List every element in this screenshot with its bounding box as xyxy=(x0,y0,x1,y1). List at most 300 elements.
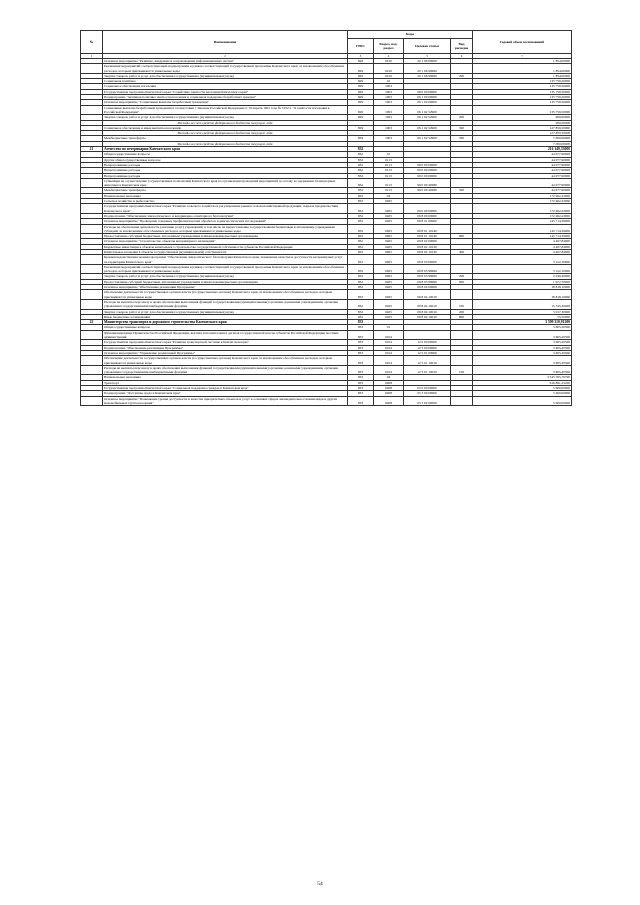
cell-name: Государственная программа Камчатского края "Развитие сельского хозяйства и регулирование рынков сельскохозяйственной продукции, сырья и продовольствия Камчатского края" xyxy=(103,204,348,214)
cell-razdel: 01 xyxy=(374,152,404,157)
cell-expense-type: 100 xyxy=(451,365,473,375)
cell-target-article: 20 1 06 99990 xyxy=(404,64,451,74)
cell-name: Подпрограмма "Обеспечение эпизоотического и ветеринарно-санитарного благополучия" xyxy=(103,213,348,218)
cell-expense-type: 200 xyxy=(451,73,473,78)
cell-name: Реализация мероприятий соответствующей подпрограммы в рамках соответствующей государственной программы Камчатского края, за исключением обособленных расходов, которым присваиваются уникальные коды xyxy=(103,64,348,74)
cell-grbs: 829 xyxy=(348,59,374,64)
page-number: 54 xyxy=(317,881,323,887)
cell-name: Социальные выплаты безработным гражданам в соответствии с Законом Российской Федерации от 19 апреля 1991 года № 1032-1 "О занятости населения в Российской Федерации" xyxy=(103,105,348,115)
cell-razdel: 1003 xyxy=(374,95,404,100)
cell-sum: 3 605,20500 xyxy=(473,325,572,330)
cell-target-article: 09 8 04 00000 xyxy=(404,285,451,290)
cell-sum: 3 605,20500 xyxy=(473,330,572,340)
cell-expense-type: 800 xyxy=(451,314,473,319)
cell-expense-type: 200 xyxy=(451,115,473,120)
table-row xyxy=(81,396,572,406)
col-num: 4 xyxy=(374,54,404,59)
cell-grbs: 832 xyxy=(348,157,374,162)
cell-name: Обеспечение деятельности государственных органов власти (государственных органов) Камчатского края, за исключением обособленных расходов, которым присваиваются уникальные коды xyxy=(103,356,348,366)
cell-sum: 4 407,84000 xyxy=(473,249,572,254)
cell-grbs: 832 xyxy=(348,219,374,224)
cell-grbs: 829 xyxy=(348,79,374,84)
table-header xyxy=(81,31,572,59)
cell-name: Капитальные вложения в объекты государственной (муниципальной) собственности xyxy=(103,249,348,254)
cell-grbs: 832 xyxy=(348,285,374,290)
cell-razdel: 01 xyxy=(374,325,404,330)
cell-name: Расходы за счет средств федерального бюджета текущего года xyxy=(103,131,348,136)
cell-razdel: 0405 xyxy=(374,249,404,254)
cell-sum: 3 605,20500 xyxy=(473,356,572,366)
cell-grbs: 833 xyxy=(348,340,374,345)
cell-sum: 1 854,00000 xyxy=(473,64,572,74)
cell-sum: 44 077,90000 xyxy=(473,173,572,178)
cell-name: Закупка товаров, работ и услуг для обеспечения государственных (муниципальных) нужд xyxy=(103,309,348,314)
cell-no xyxy=(81,264,103,274)
cell-sum: 172 062,43000 xyxy=(473,204,572,214)
cell-name: Основное мероприятие "Повышение уровня доступности и качества приоритетных объектов и услуг в основных сферах жизнедеятельности инвалидов и других маломобильных групп населения" xyxy=(103,396,348,406)
cell-name: Основное мероприятие "Развитие, внедрение и сопровождение информационных систем" xyxy=(103,59,348,64)
cell-target-article: 09 8 02 00000 xyxy=(404,239,451,244)
cell-grbs: 829 xyxy=(348,115,374,120)
cell-name: Расходы на выплаты персоналу в целях обеспечения выполнения функций государственными (муниципальными) органами, казенными учреждениями, органами управления государственными внебюджетными фондами xyxy=(103,299,348,309)
cell-grbs: 832 xyxy=(348,213,374,218)
cell-target-article: 09 8 03 00000 xyxy=(404,255,451,265)
header-sum: Годовой объем ассигнований xyxy=(473,31,572,54)
cell-grbs: 832 xyxy=(348,244,374,249)
table-row xyxy=(81,204,572,214)
table-row xyxy=(81,224,572,234)
cell-razdel: 0408 xyxy=(374,380,404,385)
cell-expense-type: 600 xyxy=(451,234,473,239)
cell-sum: 1 072,70000 xyxy=(473,279,572,284)
table-row xyxy=(81,330,572,340)
cell-grbs: 833 xyxy=(348,396,374,406)
col-num: 7 xyxy=(473,54,572,59)
cell-sum: 4 407,84000 xyxy=(473,244,572,249)
cell-name: Расходы за счет средств федерального бюджета текущего года xyxy=(103,120,348,125)
cell-grbs: 829 xyxy=(348,73,374,78)
cell-expense-type xyxy=(451,356,473,366)
cell-sum: 5 600,00000 xyxy=(473,396,572,406)
cell-sum: 172 062,43000 xyxy=(473,193,572,198)
table-row xyxy=(81,356,572,366)
cell-razdel: 0405 xyxy=(374,204,404,214)
cell-sum: 4 407,84000 xyxy=(473,239,572,244)
cell-grbs: 832 xyxy=(348,178,374,188)
cell-name: Подпрограмма "Обеспечение реализации Программы" xyxy=(103,345,348,350)
cell-target-article: 20 1 06 99990 xyxy=(404,73,451,78)
header-grbs: ГРБС xyxy=(348,39,374,54)
cell-target-article: 09 8 03 99990 xyxy=(404,264,451,274)
table-row xyxy=(81,255,572,265)
cell-name: Основное мероприятие "Строительство объектов ветеринарного назначения" xyxy=(103,239,348,244)
cell-razdel: 0104 xyxy=(374,330,404,340)
cell-target-article: 09 8 02 10130 xyxy=(404,249,451,254)
cell-grbs: 829 xyxy=(348,125,374,130)
cell-razdel: 0405 xyxy=(374,299,404,309)
cell-target-article: 99 0 00 40280 xyxy=(404,178,451,188)
cell-razdel: 0405 xyxy=(374,290,404,300)
cell-target-article: 12 5 01 10010 xyxy=(404,365,451,375)
cell-razdel: 1003 xyxy=(374,84,404,89)
cell-razdel: 0408 xyxy=(374,386,404,391)
cell-expense-type: 200 xyxy=(451,274,473,279)
cell-expense-type: 400 xyxy=(451,249,473,254)
cell-no xyxy=(81,330,103,340)
cell-target-article: 99 0 00 00000 xyxy=(404,168,451,173)
cell-target-article: 09 0 00 00000 xyxy=(404,204,451,214)
cell-grbs: 832 xyxy=(348,274,374,279)
cell-razdel: 0405 xyxy=(374,285,404,290)
cell-sum: 18 818,10000 xyxy=(473,285,572,290)
cell-grbs: 833 xyxy=(348,330,374,340)
cell-grbs: 833 xyxy=(348,391,374,396)
cell-grbs: 832 xyxy=(348,249,374,254)
cell-sum: 3 605,20500 xyxy=(473,345,572,350)
cell-razdel: 1003 xyxy=(374,105,404,115)
cell-grbs: 832 xyxy=(348,199,374,204)
cell-razdel: 0405 xyxy=(374,199,404,204)
header-codes: Коды xyxy=(348,31,473,39)
cell-grbs: 833 xyxy=(348,386,374,391)
cell-sum: 7 000,00000 xyxy=(473,141,572,146)
cell-grbs: 832 xyxy=(348,279,374,284)
cell-expense-type: 600 xyxy=(451,279,473,284)
cell-name: Национальная экономика xyxy=(103,375,348,380)
cell-expense-type: 300 xyxy=(451,125,473,130)
cell-target-article: 05 3 02 00000 xyxy=(404,396,451,406)
cell-grbs: 833 xyxy=(348,350,374,355)
cell-sum: 3 605,20500 xyxy=(473,350,572,355)
col-num: 3 xyxy=(348,54,374,59)
cell-grbs: 832 xyxy=(348,173,374,178)
cell-razdel: 0405 xyxy=(374,314,404,319)
cell-razdel: 0104 xyxy=(374,340,404,345)
cell-sum: 127 859,50000 xyxy=(473,125,572,130)
cell-target-article: 09 8 02 10130 xyxy=(404,244,451,249)
cell-name: Государственная программа Камчатского края "Социальная поддержка граждан в Камчатском крае" xyxy=(103,386,348,391)
cell-name: Основное мероприятие "Обеспечение реализации Программы" xyxy=(103,285,348,290)
cell-sum: 44 077,90000 xyxy=(473,178,572,188)
cell-target-article: 99 0 00 40280 xyxy=(404,188,451,193)
cell-sum: 127 859,50000 xyxy=(473,131,572,136)
table-row xyxy=(81,178,572,188)
col-num: 6 xyxy=(451,54,473,59)
cell-expense-type: 500 xyxy=(451,136,473,141)
header-vr: Вид расходов xyxy=(451,39,473,54)
cell-target-article: 99 0 00 00000 xyxy=(404,173,451,178)
cell-sum: 3 605,20500 xyxy=(473,365,572,375)
cell-razdel: 0405 xyxy=(374,219,404,224)
cell-sum: 900,00000 xyxy=(473,115,572,120)
cell-name: Подпрограмма "Активная политика занятости населения и социальная поддержка безработных граждан" xyxy=(103,95,348,100)
cell-grbs: 832 xyxy=(348,162,374,167)
cell-name: Закупка товаров, работ и услуг для обеспечения государственных (муниципальных) нужд xyxy=(103,115,348,120)
budget-page xyxy=(80,30,571,406)
col-num: 1 xyxy=(81,54,103,59)
cell-razdel: 0410 xyxy=(374,73,404,78)
cell-expense-type xyxy=(451,178,473,188)
cell-target-article: 12 5 01 00000 xyxy=(404,350,451,355)
cell-no xyxy=(81,365,103,375)
cell-razdel: 0408 xyxy=(374,391,404,396)
cell-name: Функционирование Правительства Российской Федерации, высших исполнительных органов государственной власти субъектов Российской Федерации, местных администраций xyxy=(103,330,348,340)
cell-grbs: 832 xyxy=(348,309,374,314)
cell-name: Другие общегосударственные вопросы xyxy=(103,157,348,162)
cell-expense-type xyxy=(451,204,473,214)
cell-name: Обеспечение деятельности государственных органов власти (государственных органов) Камчатского края, за исключением обособленных расходов, которым присваиваются уникальные коды xyxy=(103,290,348,300)
cell-sum: 3 599 310,91200 xyxy=(473,320,572,325)
cell-no xyxy=(81,396,103,406)
cell-grbs: 829 xyxy=(348,100,374,105)
cell-razdel: 0113 xyxy=(374,173,404,178)
cell-sum: 135 759,50000 xyxy=(473,100,572,105)
cell-sum: 135 759,50000 xyxy=(473,84,572,89)
header-name: Наименование xyxy=(103,31,348,54)
header-razdel: Раздел, под-раздел xyxy=(374,39,404,54)
cell-sum: 135 759,50000 xyxy=(473,89,572,94)
cell-razdel: 1003 xyxy=(374,115,404,120)
cell-razdel: 0410 xyxy=(374,64,404,74)
cell-no xyxy=(81,178,103,188)
cell-no: 22 xyxy=(81,320,103,325)
cell-target-article: 20 1 06 00000 xyxy=(404,59,451,64)
cell-target-article: 06 1 00 00000 xyxy=(404,95,451,100)
cell-name: Расходы на выплаты персоналу в целях обеспечения выполнения функций государственными (муниципальными) органами, казенными учреждениями, органами управления государственными внебюджетными фондами xyxy=(103,365,348,375)
cell-expense-type xyxy=(451,396,473,406)
cell-target-article: 12 5 01 10010 xyxy=(404,356,451,366)
cell-target-article: 06 1 02 52900 xyxy=(404,125,451,130)
cell-target-article: 06 1 02 52900 xyxy=(404,105,451,115)
cell-razdel: 0405 xyxy=(374,234,404,239)
table-body xyxy=(81,59,572,406)
cell-sum: 616 891,25200 xyxy=(473,380,572,385)
cell-grbs: 833 xyxy=(348,320,374,325)
cell-target-article: 09 8 04 10010 xyxy=(404,314,451,319)
cell-expense-type xyxy=(451,290,473,300)
cell-target-article: 06 1 02 00000 xyxy=(404,100,451,105)
cell-grbs: 832 xyxy=(348,314,374,319)
cell-name: Субвенции на осуществление государственных полномочий Камчатского края по организации проведения мероприятий по отлову и содержанию безнадзорных животных в Камчатском крае xyxy=(103,178,348,188)
cell-razdel: 04 xyxy=(374,193,404,198)
cell-name: Общегосударственные вопросы xyxy=(103,152,348,157)
cell-razdel: 0405 xyxy=(374,274,404,279)
cell-grbs: 833 xyxy=(348,375,374,380)
cell-sum: 172 062,43000 xyxy=(473,213,572,218)
cell-name: Общегосударственные вопросы xyxy=(103,325,348,330)
cell-sum: 44 077,90000 xyxy=(473,168,572,173)
cell-grbs: 829 xyxy=(348,89,374,94)
cell-sum: 135 759,50000 xyxy=(473,95,572,100)
cell-sum: 3 545 705,70700 xyxy=(473,375,572,380)
cell-sum: 145 714,39000 xyxy=(473,234,572,239)
cell-target-article: 05 3 00 00000 xyxy=(404,391,451,396)
cell-target-article: 09 8 01 10140 xyxy=(404,234,451,239)
cell-razdel: 0405 xyxy=(374,264,404,274)
cell-sum: 5 600,00000 xyxy=(473,386,572,391)
cell-razdel: 04 xyxy=(374,375,404,380)
cell-target-article: 05 0 00 00000 xyxy=(404,386,451,391)
table-row xyxy=(81,299,572,309)
header-no: № xyxy=(81,31,103,54)
cell-razdel: 0405 xyxy=(374,255,404,265)
cell-sum: 44 077,90000 xyxy=(473,162,572,167)
cell-name: Государственная программа Камчатского края "Содействие занятости населения Камчатского края" xyxy=(103,89,348,94)
cell-razdel: 0113 xyxy=(374,178,404,188)
cell-target-article: 09 8 04 10010 xyxy=(404,290,451,300)
cell-no xyxy=(81,356,103,366)
cell-razdel: 0113 xyxy=(374,168,404,173)
cell-razdel: 1003 xyxy=(374,125,404,130)
cell-razdel: 0405 xyxy=(374,224,404,234)
cell-grbs: 833 xyxy=(348,380,374,385)
cell-sum: 5 600,00000 xyxy=(473,391,572,396)
cell-sum: 135 759,50000 xyxy=(473,105,572,115)
header-cs: Целевая статья xyxy=(404,39,451,54)
cell-name: Предоставление субсидий бюджетным, автономным учреждениям и иным некоммерческим организациям xyxy=(103,234,348,239)
cell-razdel: 0405 xyxy=(374,279,404,284)
cell-grbs: 832 xyxy=(348,188,374,193)
cell-razdel: 0104 xyxy=(374,345,404,350)
cell-sum: 3 122,10000 xyxy=(473,255,572,265)
cell-name: Бюджетные инвестиции в объекты капитального строительства государственной собственности субъектов Российской Федерации xyxy=(103,244,348,249)
cell-grbs: 832 xyxy=(348,204,374,214)
cell-grbs: 833 xyxy=(348,356,374,366)
cell-expense-type xyxy=(451,64,473,74)
cell-grbs: 832 xyxy=(348,224,374,234)
cell-no xyxy=(81,255,103,265)
cell-name: Подпрограмма "Доступная среда в Камчатском крае" xyxy=(103,391,348,396)
table-row xyxy=(81,365,572,375)
cell-expense-type: 500 xyxy=(451,188,473,193)
cell-name: Министерство транспорта и дорожного строительства Камчатского края xyxy=(103,320,348,325)
cell-sum: 900,00000 xyxy=(473,120,572,125)
cell-grbs: 829 xyxy=(348,64,374,74)
cell-grbs: 829 xyxy=(348,84,374,89)
cell-grbs: 832 xyxy=(348,299,374,309)
cell-sum: 44 077,90000 xyxy=(473,188,572,193)
cell-grbs: 832 xyxy=(348,255,374,265)
cell-expense-type xyxy=(451,224,473,234)
cell-name: Предоставление субсидий бюджетным, автономным учреждениям и иным некоммерческим организациям xyxy=(103,279,348,284)
cell-name: Закупка товаров, работ и услуг для обеспечения государственных (муниципальных) нужд xyxy=(103,274,348,279)
cell-target-article: 09 8 03 99990 xyxy=(404,274,451,279)
cell-grbs: 829 xyxy=(348,105,374,115)
cell-name: Основное мероприятие "Управление реализацией Программы" xyxy=(103,350,348,355)
cell-razdel: 1003 xyxy=(374,100,404,105)
cell-sum: 1 854,00000 xyxy=(473,73,572,78)
cell-grbs: 833 xyxy=(348,345,374,350)
cell-grbs: 832 xyxy=(348,239,374,244)
cell-grbs: 832 xyxy=(348,193,374,198)
cell-razdel: 1003 xyxy=(374,89,404,94)
cell-sum: 145 714,39000 xyxy=(473,224,572,234)
cell-sum: 172 062,43000 xyxy=(473,199,572,204)
cell-razdel: 0405 xyxy=(374,309,404,314)
cell-no xyxy=(81,204,103,214)
cell-razdel: 1003 xyxy=(374,136,404,141)
budget-table xyxy=(80,30,572,406)
cell-name: Сельское хозяйство и рыболовство xyxy=(103,199,348,204)
cell-razdel: 0410 xyxy=(374,59,404,64)
cell-grbs: 832 xyxy=(348,147,374,152)
cell-grbs: 833 xyxy=(348,325,374,330)
cell-name: Межбюджетные трансферты xyxy=(103,188,348,193)
cell-razdel: 0113 xyxy=(374,162,404,167)
cell-sum: 145 714,39000 xyxy=(473,219,572,224)
cell-name: Краевая ведомственная целевая программа "Обеспечение эпизоотического благополучия Камчатского края, повышение качества и доступности ветеринарных услуг на территории Камчатского края" xyxy=(103,255,348,265)
cell-name: Непрограммные расходы xyxy=(103,162,348,167)
cell-name: Непрограммные расходы xyxy=(103,173,348,178)
cell-target-article: 09 8 04 10010 xyxy=(404,299,451,309)
cell-no: 21 xyxy=(81,147,103,152)
cell-razdel: 0104 xyxy=(374,350,404,355)
cell-grbs: 829 xyxy=(348,136,374,141)
cell-sum: 1 854,00000 xyxy=(473,59,572,64)
cell-grbs: 829 xyxy=(348,95,374,100)
cell-target-article: 09 8 03 99990 xyxy=(404,279,451,284)
cell-razdel: 0408 xyxy=(374,396,404,406)
cell-name: Реализация мероприятий соответствующей подпрограммы в рамках соответствующей государственной программы Камчатского края, за исключением обособленных расходов, которым присваиваются уникальные коды xyxy=(103,264,348,274)
cell-no xyxy=(81,64,103,74)
cell-name: Социальная политика xyxy=(103,79,348,84)
cell-razdel: 0405 xyxy=(374,239,404,244)
cell-name: Государственная программа Камчатского края "Развитие транспортной системы в Камчатском крае" xyxy=(103,340,348,345)
cell-expense-type xyxy=(451,330,473,340)
cell-expense-type xyxy=(451,264,473,274)
cell-grbs: 832 xyxy=(348,168,374,173)
cell-name: Транспорт xyxy=(103,380,348,385)
cell-name: Основное мероприятие "Проведение плановых профилактических обработок и диагностических исследований" xyxy=(103,219,348,224)
cell-razdel: 0405 xyxy=(374,244,404,249)
cell-name: Агентство по ветеринарии Камчатского края xyxy=(103,147,348,152)
cell-name: Межбюджетные трансферты xyxy=(103,136,348,141)
cell-grbs: 832 xyxy=(348,290,374,300)
cell-name: Непрограммные расходы xyxy=(103,168,348,173)
cell-expense-type: 100 xyxy=(451,299,473,309)
cell-name: Иные бюджетные ассигнования xyxy=(103,314,348,319)
cell-target-article: 06 1 02 52900 xyxy=(404,115,451,120)
cell-no xyxy=(81,224,103,234)
cell-target-article: 09 8 01 00000 xyxy=(404,219,451,224)
cell-sum: 44 077,90000 xyxy=(473,152,572,157)
cell-razdel: 0113 xyxy=(374,188,404,193)
cell-name: Расходы на обеспечение деятельности (оказание услуг) учреждений, в том числе на предоставление государственным бюджетным и автономным учреждениям субсидий, за исключением обособленных расходов, которым присваиваются уникальные коды xyxy=(103,224,348,234)
cell-name: Основное мероприятие "Социальные выплаты безработным гражданам" xyxy=(103,100,348,105)
cell-sum: 44 077,90000 xyxy=(473,157,572,162)
col-num: 2 xyxy=(103,54,348,59)
cell-sum: 18 818,10000 xyxy=(473,290,572,300)
table-row xyxy=(81,105,572,115)
cell-name: Национальная экономика xyxy=(103,193,348,198)
cell-name: Социальное обеспечение населения xyxy=(103,84,348,89)
cell-target-article: 99 0 00 00000 xyxy=(404,162,451,167)
cell-target-article xyxy=(404,330,451,340)
cell-expense-type xyxy=(451,105,473,115)
table-row xyxy=(81,264,572,274)
cell-razdel: 0104 xyxy=(374,365,404,375)
cell-target-article: 06 1 02 52900 xyxy=(404,136,451,141)
cell-sum: 15 745,30000 xyxy=(473,299,572,309)
cell-name: Закупка товаров, работ и услуг для обеспечения государственных (муниципальных) нужд xyxy=(103,73,348,78)
cell-target-article: 12 5 00 00000 xyxy=(404,345,451,350)
cell-target-article: 12 0 00 00000 xyxy=(404,340,451,345)
table-row xyxy=(81,290,572,300)
cell-sum: 2 049,40000 xyxy=(473,274,572,279)
cell-grbs: 832 xyxy=(348,234,374,239)
cell-sum: 7 000,00000 xyxy=(473,136,572,141)
cell-razdel: 0405 xyxy=(374,213,404,218)
